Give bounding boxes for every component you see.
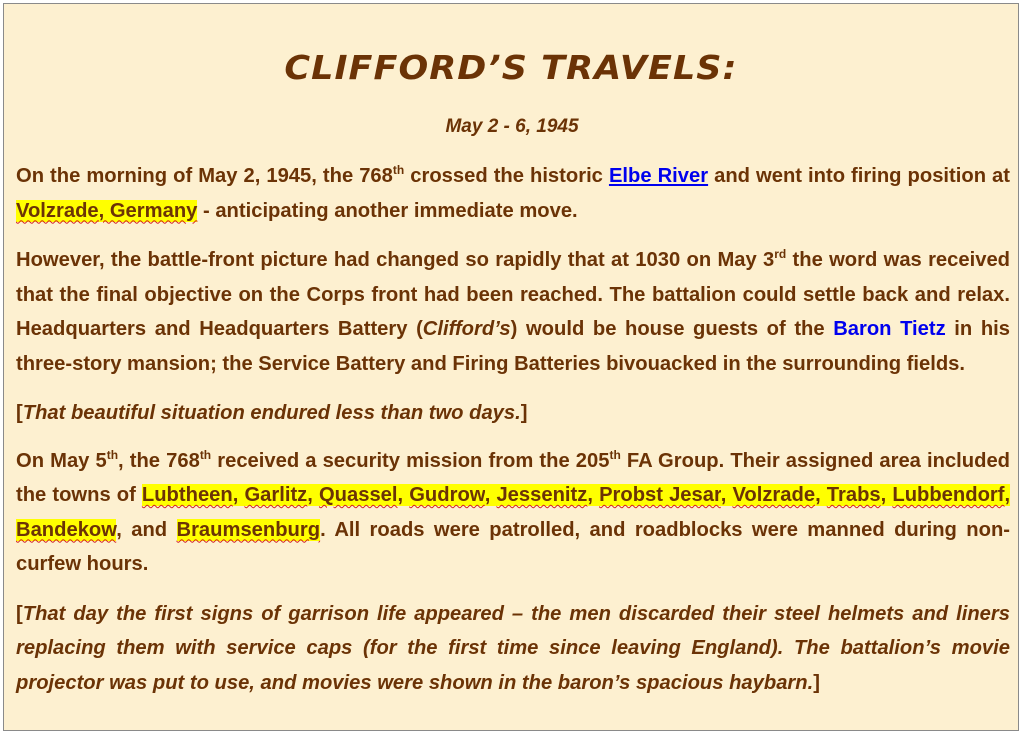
- italic-text: Clifford’s: [422, 318, 511, 340]
- paragraph-5: [16, 597, 1010, 701]
- document-page: [3, 3, 1019, 731]
- italic-text: That beautiful situation endured less than two days.: [22, 402, 521, 424]
- text-run: ) would be house guests of the: [510, 318, 834, 340]
- town-separator: ,: [116, 518, 132, 541]
- town-name: Gudrow: [409, 484, 485, 506]
- superscript: rd: [774, 247, 787, 261]
- town-separator: ,: [484, 484, 497, 506]
- text-run: . All roads were patrolled, and roadblocks were manned during non-curfew hours.: [16, 518, 1010, 575]
- town-name: Jessenitz: [496, 484, 588, 506]
- text-run: the word was received that the final objective on the Corps front had been reached. The battalion could settle back and relax. Headquarters and Headquarters Battery (: [16, 249, 1010, 340]
- town-name: Lubtheen: [141, 484, 233, 506]
- town-name: Bandekow: [16, 518, 117, 541]
- text-run: in his three-story mansion; the Service Battery and Firing Batteries bivouacked in the surrounding fields.: [16, 318, 1010, 375]
- text-run: and: [131, 518, 177, 541]
- bracket: [: [16, 402, 23, 424]
- paragraph-4: [16, 444, 1010, 582]
- elbe-river-link[interactable]: Elbe River: [608, 165, 709, 187]
- town-name: Volzrade: [732, 484, 816, 506]
- town-name: Probst Jesar: [599, 484, 721, 506]
- date-subtitle: May 2 - 6, 1945: [445, 116, 579, 137]
- superscript: th: [392, 163, 405, 177]
- bracket: ]: [520, 402, 528, 424]
- italic-text: That day the first signs of garrison life appeared – the men discarded their steel helmets and liners replacing them with service caps (for the first time since leaving England). The battalion’s movie projector was put to use, and movies were shown in the baron’s spacious haybarn.: [16, 602, 1010, 694]
- town-name: Lubbendorf: [892, 484, 1005, 506]
- town-name: Braumsenburg: [176, 518, 321, 541]
- text-run: However, the battle-front picture had changed so rapidly that at 1030 on May 3: [16, 249, 775, 271]
- document-body: [16, 159, 1010, 715]
- text-run: , the 768: [118, 449, 200, 472]
- text-run: FA Group. Their assigned area included the towns of: [16, 449, 1010, 506]
- bracket: ]: [813, 671, 820, 694]
- town-separator: ,: [397, 484, 410, 506]
- paragraph-3: [16, 396, 1010, 431]
- baron-name: Baron Tietz: [833, 318, 946, 340]
- town-separator: ,: [815, 484, 827, 506]
- superscript: th: [106, 447, 119, 462]
- superscript: th: [609, 447, 621, 462]
- town-separator: ,: [720, 484, 733, 506]
- text-run: and went into firing position at: [708, 165, 1010, 187]
- text-run: - anticipating another immediate move.: [197, 199, 578, 222]
- town-separator: ,: [1004, 484, 1011, 506]
- text-run: received a security mission from the 205: [211, 449, 610, 472]
- town-separator: ,: [307, 484, 319, 506]
- text-run: On May 5: [16, 449, 107, 472]
- bracket: [: [16, 602, 23, 625]
- town-name: Quassel: [318, 484, 398, 506]
- text-run: On the morning of May 2, 1945, the 768: [16, 165, 393, 187]
- paragraph-2: [16, 243, 1010, 381]
- town-separator: ,: [880, 484, 893, 506]
- highlighted-place: Volzrade, Germany: [16, 199, 198, 222]
- text-run: crossed the historic: [404, 165, 609, 187]
- town-name: Trabs: [826, 484, 881, 506]
- paragraph-1: [16, 159, 1010, 228]
- town-separator: ,: [232, 484, 245, 506]
- town-name: Garlitz: [244, 484, 308, 506]
- town-separator: ,: [587, 484, 600, 506]
- page-title: CLIFFORD’S TRAVELS:: [284, 48, 738, 87]
- superscript: th: [199, 447, 212, 462]
